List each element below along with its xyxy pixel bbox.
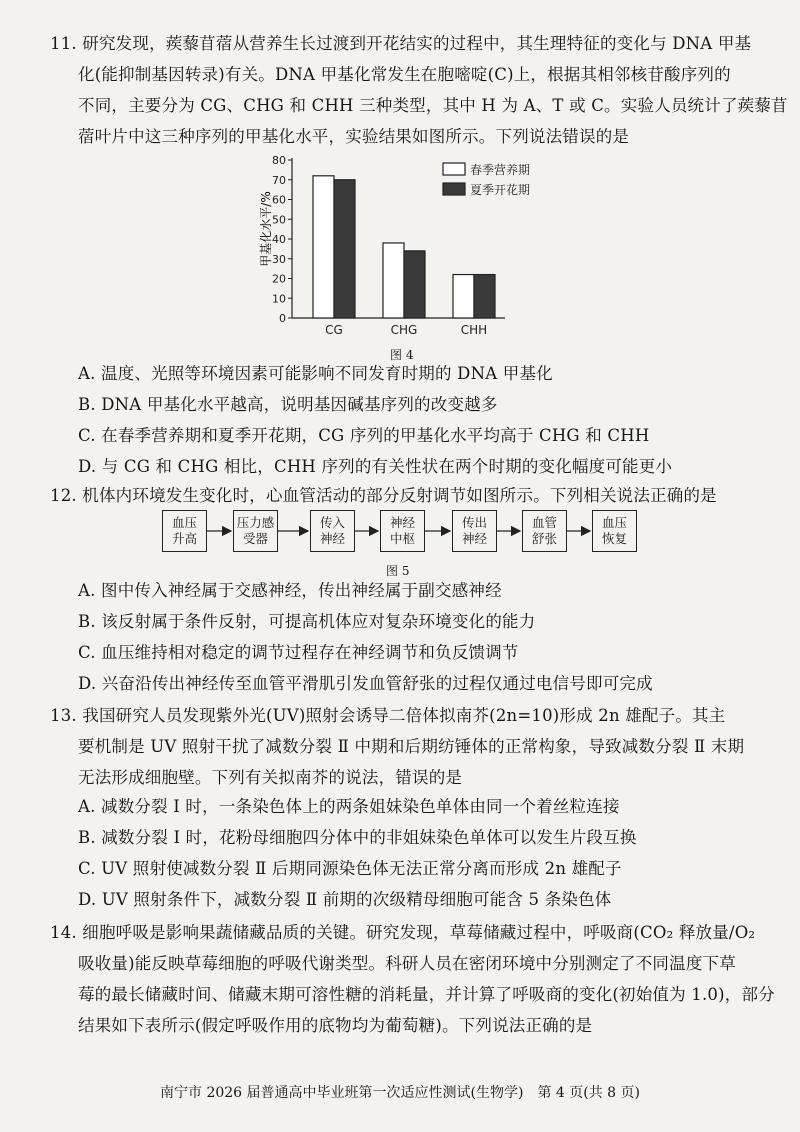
flow-step-5-line-1: 传出 [461, 515, 487, 530]
page-footer: 南宁市 2026 届普通高中毕业班第一次适应性测试(生物学) 第 4 页(共 8 页) [160, 1085, 640, 1101]
q12-stem: 12. 机体内环境发生变化时，心血管活动的部分反射调节如图所示。下列相关说法正确的是 [50, 486, 717, 505]
flow-arrows [0, 500, 800, 560]
q13-option-d: D. UV 照射条件下，减数分裂 Ⅱ 前期的次级精母细胞可能含 5 条染色体 [78, 890, 612, 909]
q13-stem-line-3: 无法形成细胞壁。下列有关拟南芥的说法，错误的是 [78, 768, 463, 787]
chart-y-tick-label: 20 [272, 272, 286, 286]
flow-step-6-line-1: 血管 [531, 515, 557, 530]
methylation-bar-chart [250, 150, 550, 345]
chart-y-tick-label: 0 [279, 312, 286, 325]
q14-stem-line-4: 结果如下表所示(假定呼吸作用的底物均为葡萄糖)。下列说法正确的是 [78, 1016, 593, 1035]
chart-legend-label: 春季营养期 [470, 163, 531, 177]
chart-y-tick-label: 30 [272, 252, 286, 266]
flow-step-1-line-2: 升高 [171, 531, 197, 546]
q13-option-a: A. 减数分裂 Ⅰ 时，一条染色体上的两条姐妹染色单体由同一个着丝粒连接 [78, 797, 620, 816]
chart-y-tick-label: 70 [272, 173, 286, 187]
flow-step-1-line-1: 血压 [171, 515, 197, 530]
q12-option-d: D. 兴奋沿传出神经传至血管平滑肌引发血管舒张的过程仅通过电信号即可完成 [78, 674, 653, 693]
flow-step-7-line-2: 恢复 [601, 531, 627, 546]
flow-step-3-line-2: 神经 [319, 531, 345, 546]
chart-x-tick-label: CHG [390, 323, 418, 337]
flow-step-2-line-1: 压力感 [236, 515, 275, 530]
flow-step-5-line-2: 神经 [461, 531, 487, 546]
q11-option-c: C. 在春季营养期和夏季开花期，CG 序列的甲基化水平均高于 CHG 和 CHH [78, 426, 650, 445]
q13-option-b: B. 减数分裂 Ⅰ 时，花粉母细胞四分体中的非姐妹染色单体可以发生片段互换 [78, 828, 637, 847]
chart-bars [313, 176, 495, 318]
chart-bar [383, 243, 404, 318]
q12-option-a: A. 图中传入神经属于交感神经，传出神经属于副交感神经 [78, 581, 502, 600]
chart-legend [443, 162, 530, 197]
chart-x-tick-labels [325, 323, 487, 337]
chart-x-tick-label: CHH [460, 323, 488, 337]
chart-bar [404, 251, 425, 318]
q12-option-c: C. 血压维持相对稳定的调节过程存在神经调节和负反馈调节 [78, 643, 519, 662]
chart-y-tick-label: 80 [272, 154, 286, 167]
chart-y-ticks [272, 154, 292, 325]
chart-y-tick-label: 50 [272, 213, 286, 227]
chart-y-tick-label: 60 [272, 193, 286, 207]
flow-step-4-line-2: 中枢 [389, 531, 415, 546]
chart-y-tick-label: 10 [272, 292, 286, 306]
q11-stem-line-2: 化(能抑制基因转录)有关。DNA 甲基化常发生在胞嘧啶(C)上，根据其相邻核苷酸序列的 [78, 65, 731, 84]
q14-stem-line-1: 14. 细胞呼吸是影响果蔬储藏品质的关键。研究发现，草莓储藏过程中，呼吸商(CO₂ 释放量/O₂ [50, 923, 756, 942]
q13-stem-line-1: 13. 我国研究人员发现紫外光(UV)照射会诱导二倍体拟南芥(2n=10)形成 2n 雄配子。其主 [50, 706, 726, 725]
chart-legend-label: 夏季开花期 [470, 183, 531, 197]
chart-y-axis-label: 甲基化水平/% [259, 191, 273, 267]
q11-stem-line-1: 11. 研究发现，蒺藜苜蓿从营养生长过渡到开花结实的过程中，其生理特征的变化与 DNA 甲基 [50, 34, 752, 53]
chart-x-tick-label: CG [325, 323, 343, 337]
chart-legend-swatch [443, 183, 465, 195]
chart-bar [334, 180, 355, 318]
q11-option-d: D. 与 CG 和 CHG 相比，CHH 序列的有关性状在两个时期的变化幅度可能更小 [78, 457, 673, 476]
q11-stem-line-4: 蓿叶片中这三种序列的甲基化水平，实验结果如图所示。下列说法错误的是 [78, 127, 630, 146]
chart-legend-swatch [443, 163, 465, 175]
chart-bar [474, 275, 495, 318]
chart-bar [453, 275, 474, 318]
q11-stem-line-3: 不同，主要分为 CG、CHG 和 CHH 三种类型，其中 H 为 A、T 或 C。实验人员统计了蒺藜苜 [78, 96, 788, 115]
flow-step-2-line-2: 受器 [242, 531, 268, 546]
q13-option-c: C. UV 照射使减数分裂 Ⅱ 后期同源染色体无法正常分离而形成 2n 雄配子 [78, 859, 622, 878]
q14-stem-line-2: 吸收量)能反映草莓细胞的呼吸代谢类型。科研人员在密闭环境中分别测定了不同温度下草 [78, 954, 736, 973]
flow-step-4-line-1: 神经 [389, 515, 415, 530]
figure-5-caption: 图 5 [386, 564, 410, 578]
q14-stem-line-3: 莓的最长储藏时间、储藏末期可溶性糖的消耗量，并计算了呼吸商的变化(初始值为 1.0)，部分 [78, 985, 775, 1004]
figure-4-caption: 图 4 [390, 348, 414, 362]
flow-step-6-line-2: 舒张 [531, 531, 557, 546]
flow-step-3-line-1: 传入 [319, 515, 345, 530]
q13-stem-line-2: 要机制是 UV 照射干扰了减数分裂 Ⅱ 中期和后期纺锤体的正常构象，导致减数分裂 Ⅱ 末期 [78, 737, 745, 756]
flow-step-7-line-1: 血压 [601, 515, 627, 530]
q11-option-a: A. 温度、光照等环境因素可能影响不同发育时期的 DNA 甲基化 [78, 364, 553, 383]
chart-bar [313, 176, 334, 318]
chart-y-tick-label: 40 [272, 233, 286, 246]
q12-option-b: B. 该反射属于条件反射，可提高机体应对复杂环境变化的能力 [78, 612, 536, 631]
q11-option-b: B. DNA 甲基化水平越高，说明基因碱基序列的改变越多 [78, 395, 498, 414]
